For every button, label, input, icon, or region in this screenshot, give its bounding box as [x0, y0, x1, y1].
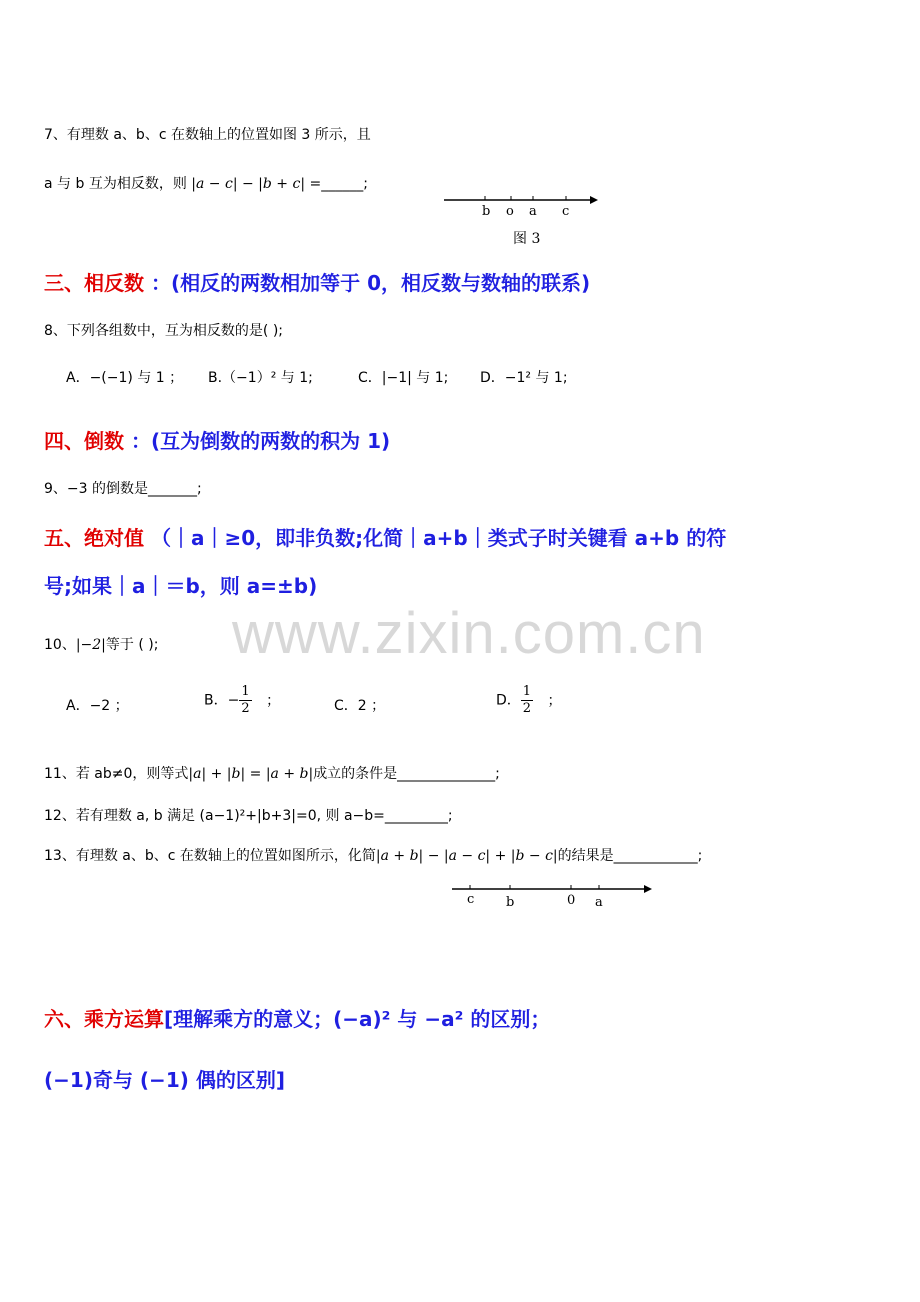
q10-prefix: 10、 — [44, 637, 76, 653]
section-6-heading-line1 — [44, 1003, 550, 1032]
fraction-numerator: 1 — [522, 684, 532, 699]
number-line-figure-3 — [440, 190, 610, 220]
question-10 — [44, 634, 158, 654]
axis-label-a: a — [595, 895, 603, 910]
q11-suffix: 成立的条件是______________; — [313, 766, 500, 782]
q7-prefix: a 与 b 互为相反数，则 — [44, 176, 187, 192]
axis-label-a: a — [529, 204, 537, 219]
fraction-denominator: 2 — [241, 701, 250, 716]
q13-prefix: 13、有理数 a、b、c 在数轴上的位置如图所示，化简 — [44, 848, 376, 864]
question-7-line2 — [44, 173, 368, 193]
q7-answer-blank[interactable]: ______; — [321, 176, 368, 192]
axis-label-b: b — [482, 204, 491, 219]
q8-option-b: B.（−1）² 与 1; — [208, 370, 313, 386]
fraction-denominator: 2 — [522, 701, 532, 716]
q7-equals: = — [309, 176, 322, 192]
section-5-subtitle-line2: 号;如果｜a｜＝b，则 a=±b) — [44, 574, 318, 598]
section-3-subtitle: ：(相反的两数相加等于 0，相反数与数轴的联系) — [150, 271, 591, 295]
section-4-title: 四、倒数 — [44, 429, 124, 453]
question-12: 12、若有理数 a, b 满足 (a−1)²+|b+3|=0, 则 a−b=_________; — [44, 808, 453, 824]
q10-option-a: A．−2 ； — [66, 698, 129, 714]
q8-option-c: C．|−1| 与 1; — [358, 370, 449, 386]
section-6-title: 六、乘方运算 — [44, 1007, 164, 1031]
q10-expression: |−2| — [75, 637, 106, 653]
q10-option-d-suffix: ； — [547, 692, 562, 709]
section-6-subtitle-line1: [理解乘方的意义；(−a)² 与 −a² 的区别； — [164, 1007, 551, 1031]
question-7-line1: 7、有理数 a、b、c 在数轴上的位置如图 3 所示，且 — [44, 127, 371, 143]
section-5-title: 五、绝对值 — [44, 526, 144, 550]
q10-option-b-suffix: ； — [266, 692, 281, 709]
q8-option-a: A．−(−1) 与 1 ； — [66, 370, 184, 386]
q11-prefix: 11、若 ab≠0，则等式 — [44, 766, 189, 782]
q10-option-d-fraction — [521, 684, 533, 717]
section-3-title: 三、相反数 — [44, 271, 144, 295]
axis-label-b: b — [506, 895, 515, 910]
question-11 — [44, 763, 500, 783]
fraction-numerator: 1 — [241, 684, 250, 699]
figure-3-caption: 图 3 — [513, 231, 541, 247]
q8-option-d: D．−1² 与 1; — [480, 370, 568, 386]
axis-label-c: c — [467, 892, 475, 907]
q10-option-b-fraction — [239, 684, 251, 717]
q10-option-b-prefix: B．− — [204, 692, 240, 709]
question-8: 8、下列各组数中，互为相反数的是( ); — [44, 323, 283, 339]
section-4-heading — [44, 425, 390, 454]
q10-option-d-prefix: D． — [496, 692, 521, 709]
section-4-subtitle: ：(互为倒数的两数的积为 1) — [130, 429, 391, 453]
section-5-heading-line1 — [44, 522, 726, 551]
question-9: 9、−3 的倒数是_______; — [44, 481, 202, 497]
q10-suffix: 等于 ( ); — [105, 637, 159, 653]
section-3-heading — [44, 267, 590, 296]
number-line-q13 — [448, 880, 658, 900]
section-6-subtitle-line2: (−1)奇与 (−1) 偶的区别] — [44, 1068, 285, 1092]
q7-expression: |a − c| − |b + c| — [191, 176, 306, 192]
section-5-subtitle-line1: （｜a｜≥0，即非负数;化简｜a+b｜类式子时关键看 a+b 的符 — [150, 526, 727, 550]
q10-option-b — [204, 684, 280, 717]
q10-option-c: C．2 ； — [334, 698, 386, 714]
axis-label-c: c — [562, 204, 570, 219]
question-13 — [44, 845, 702, 865]
axis-label-o: o — [506, 204, 514, 219]
q13-expression: |a + b| − |a − c| + |b − c| — [375, 848, 558, 864]
q11-expression: |a| + |b| = |a + b| — [188, 766, 314, 782]
axis-label-0: 0 — [567, 893, 576, 908]
q10-option-d — [496, 684, 562, 717]
watermark: www.zixin.com.cn — [232, 601, 706, 666]
q13-suffix: 的结果是____________; — [557, 848, 703, 864]
